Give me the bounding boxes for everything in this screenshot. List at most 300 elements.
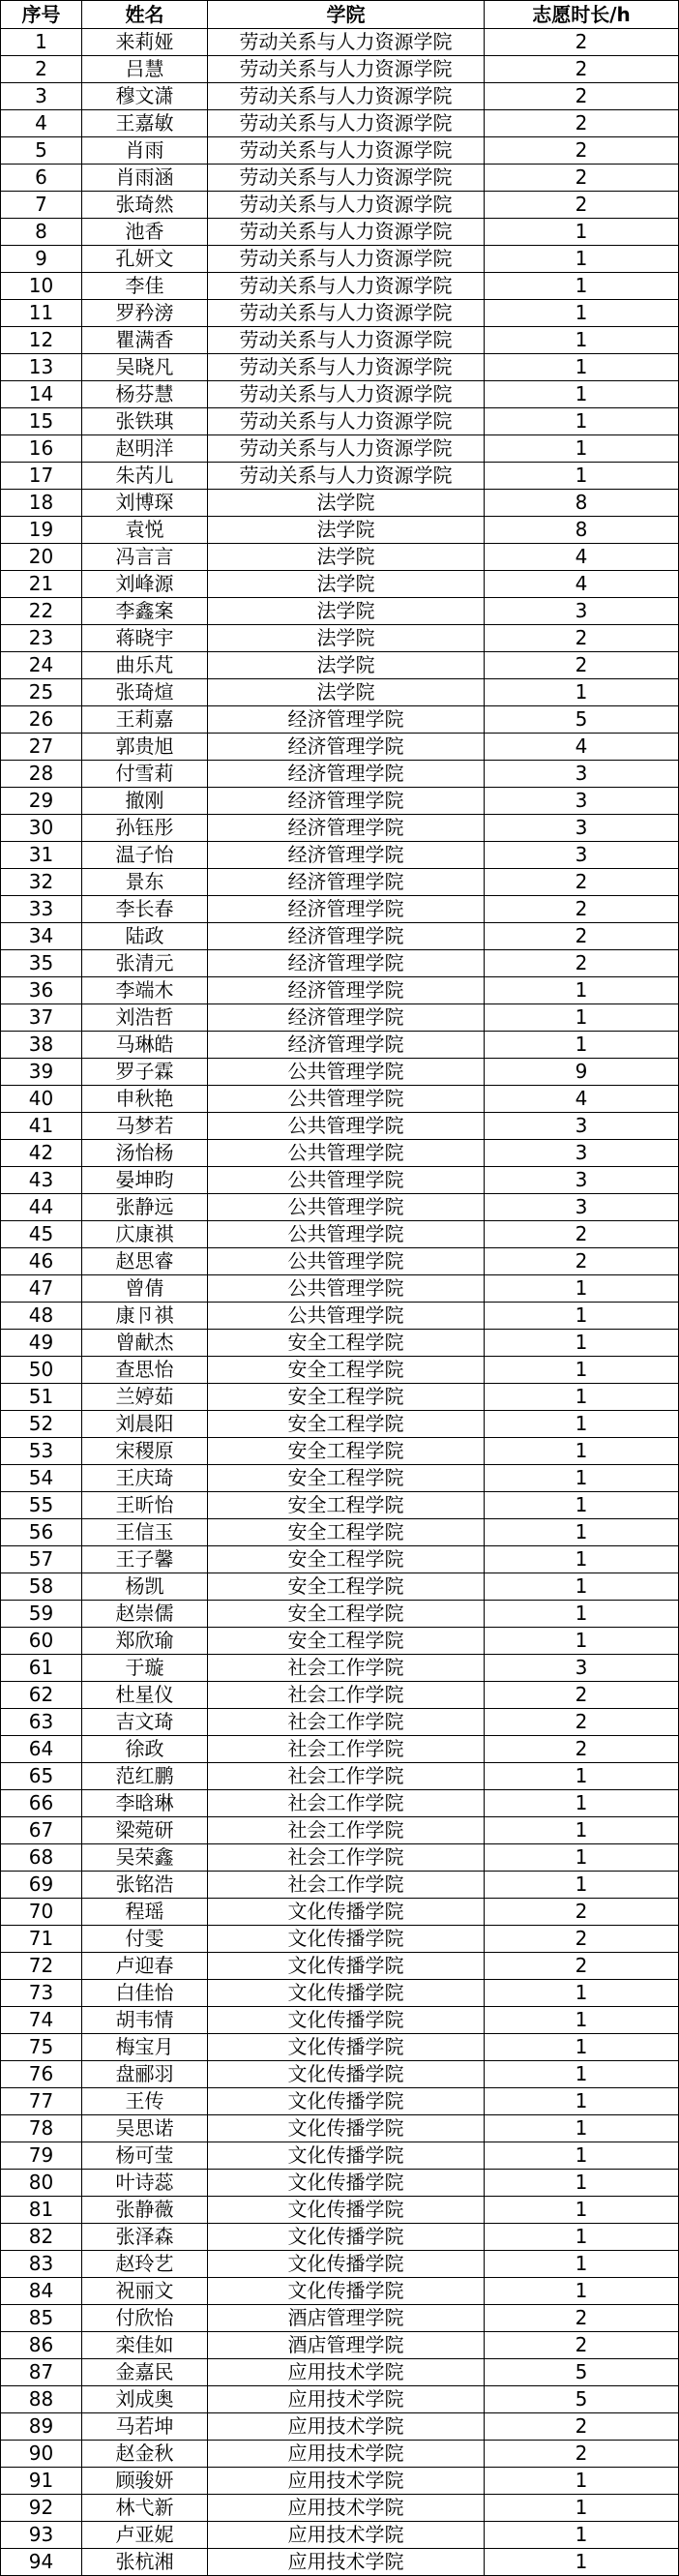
row-index: 49	[1, 1330, 82, 1357]
row-name: 张铭浩	[82, 1872, 208, 1899]
row-hours: 2	[485, 56, 679, 83]
row-hours: 3	[485, 788, 679, 815]
row-index: 3	[1, 83, 82, 110]
row-index: 56	[1, 1519, 82, 1546]
table-row	[1, 950, 679, 977]
row-index: 29	[1, 788, 82, 815]
row-hours: 9	[485, 1059, 679, 1086]
row-index: 21	[1, 571, 82, 598]
row-college: 应用技术学院	[208, 2495, 485, 2522]
row-index: 71	[1, 1926, 82, 1953]
row-college: 公共管理学院	[208, 1113, 485, 1140]
row-hours: 3	[485, 815, 679, 842]
row-name: 郑欣瑜	[82, 1628, 208, 1655]
row-hours: 4	[485, 571, 679, 598]
table-row	[1, 1465, 679, 1492]
row-index: 16	[1, 435, 82, 463]
row-college: 安全工程学院	[208, 1628, 485, 1655]
row-name: 温子怡	[82, 842, 208, 869]
table-row	[1, 1411, 679, 1438]
table-row	[1, 2413, 679, 2441]
table-row	[1, 544, 679, 571]
row-hours: 4	[485, 734, 679, 761]
row-hours: 1	[485, 1384, 679, 1411]
row-index: 84	[1, 2278, 82, 2305]
row-name: 付欣怡	[82, 2305, 208, 2332]
row-college: 经济管理学院	[208, 761, 485, 788]
row-hours: 3	[485, 1140, 679, 1167]
row-hours: 1	[485, 2007, 679, 2034]
table-row	[1, 246, 679, 273]
row-index: 91	[1, 2468, 82, 2495]
row-college: 公共管理学院	[208, 1194, 485, 1221]
row-college: 劳动关系与人力资源学院	[208, 327, 485, 354]
row-hours: 2	[485, 110, 679, 137]
table-row	[1, 2359, 679, 2386]
row-name: 刘晨阳	[82, 1411, 208, 1438]
row-index: 78	[1, 2115, 82, 2142]
row-hours: 2	[485, 625, 679, 652]
row-name: 赵明洋	[82, 435, 208, 463]
row-index: 58	[1, 1573, 82, 1601]
row-hours: 3	[485, 1113, 679, 1140]
row-index: 27	[1, 734, 82, 761]
table-row	[1, 1628, 679, 1655]
row-hours: 2	[485, 652, 679, 679]
row-college: 经济管理学院	[208, 734, 485, 761]
table-row	[1, 517, 679, 544]
row-college: 安全工程学院	[208, 1546, 485, 1573]
table-row	[1, 2224, 679, 2251]
row-name: 穆文潇	[82, 83, 208, 110]
row-name: 吴荣鑫	[82, 1844, 208, 1872]
row-college: 劳动关系与人力资源学院	[208, 56, 485, 83]
row-college: 社会工作学院	[208, 1817, 485, 1844]
row-hours: 1	[485, 1411, 679, 1438]
table-row	[1, 2197, 679, 2224]
row-hours: 2	[485, 137, 679, 165]
row-index: 36	[1, 977, 82, 1004]
row-hours: 1	[485, 1330, 679, 1357]
row-name: 卢亚妮	[82, 2522, 208, 2549]
row-hours: 2	[485, 165, 679, 192]
row-index: 19	[1, 517, 82, 544]
row-name: 卢迎春	[82, 1953, 208, 1980]
row-name: 马琳皓	[82, 1032, 208, 1059]
row-college: 劳动关系与人力资源学院	[208, 435, 485, 463]
table-body	[1, 29, 679, 2576]
table-row	[1, 2170, 679, 2197]
header-row	[1, 1, 679, 29]
row-college: 劳动关系与人力资源学院	[208, 192, 485, 219]
row-college: 公共管理学院	[208, 1221, 485, 1248]
row-name: 申秋艳	[82, 1086, 208, 1113]
table-row	[1, 2061, 679, 2088]
row-name: 梁菀研	[82, 1817, 208, 1844]
row-name: 张铁琪	[82, 408, 208, 435]
row-index: 10	[1, 273, 82, 300]
row-college: 劳动关系与人力资源学院	[208, 408, 485, 435]
row-hours: 2	[485, 192, 679, 219]
row-index: 15	[1, 408, 82, 435]
row-college: 公共管理学院	[208, 1275, 485, 1303]
row-hours: 1	[485, 1032, 679, 1059]
row-college: 社会工作学院	[208, 1709, 485, 1736]
row-index: 64	[1, 1736, 82, 1763]
row-name: 庂康祺	[82, 1221, 208, 1248]
row-college: 安全工程学院	[208, 1601, 485, 1628]
row-index: 26	[1, 706, 82, 734]
row-hours: 2	[485, 29, 679, 56]
table-row	[1, 1384, 679, 1411]
row-college: 文化传播学院	[208, 2034, 485, 2061]
row-college: 经济管理学院	[208, 896, 485, 923]
row-hours: 1	[485, 2197, 679, 2224]
row-index: 22	[1, 598, 82, 625]
row-hours: 2	[485, 2413, 679, 2441]
table-row	[1, 923, 679, 950]
row-name: 马梦若	[82, 1113, 208, 1140]
row-name: 李长春	[82, 896, 208, 923]
row-name: 罗子霖	[82, 1059, 208, 1086]
row-index: 53	[1, 1438, 82, 1465]
row-hours: 1	[485, 2251, 679, 2278]
row-college: 社会工作学院	[208, 1655, 485, 1682]
row-hours: 3	[485, 1655, 679, 1682]
row-name: 宋稷原	[82, 1438, 208, 1465]
row-college: 公共管理学院	[208, 1086, 485, 1113]
row-index: 33	[1, 896, 82, 923]
row-college: 文化传播学院	[208, 2197, 485, 2224]
table-row	[1, 571, 679, 598]
row-name: 张泽森	[82, 2224, 208, 2251]
row-college: 文化传播学院	[208, 2224, 485, 2251]
row-college: 法学院	[208, 517, 485, 544]
row-hours: 2	[485, 1682, 679, 1709]
row-name: 张静远	[82, 1194, 208, 1221]
row-name: 程瑶	[82, 1899, 208, 1926]
row-hours: 1	[485, 1465, 679, 1492]
row-hours: 1	[485, 1275, 679, 1303]
row-index: 14	[1, 381, 82, 408]
row-index: 40	[1, 1086, 82, 1113]
table-row	[1, 273, 679, 300]
row-index: 28	[1, 761, 82, 788]
row-index: 1	[1, 29, 82, 56]
row-index: 2	[1, 56, 82, 83]
row-hours: 1	[485, 354, 679, 381]
row-hours: 1	[485, 2034, 679, 2061]
row-hours: 1	[485, 1519, 679, 1546]
row-name: 林弋新	[82, 2495, 208, 2522]
row-index: 8	[1, 219, 82, 246]
row-hours: 2	[485, 2332, 679, 2359]
row-hours: 3	[485, 1167, 679, 1194]
row-name: 郭贵旭	[82, 734, 208, 761]
row-hours: 2	[485, 1926, 679, 1953]
row-name: 晏坤昀	[82, 1167, 208, 1194]
row-index: 68	[1, 1844, 82, 1872]
table-row	[1, 2088, 679, 2115]
table-row	[1, 2468, 679, 2495]
table-row	[1, 327, 679, 354]
row-index: 12	[1, 327, 82, 354]
row-hours: 1	[485, 2522, 679, 2549]
row-hours: 2	[485, 1736, 679, 1763]
row-college: 劳动关系与人力资源学院	[208, 29, 485, 56]
row-hours: 1	[485, 2088, 679, 2115]
row-name: 李鑫案	[82, 598, 208, 625]
row-college: 劳动关系与人力资源学院	[208, 463, 485, 490]
row-college: 文化传播学院	[208, 2170, 485, 2197]
row-college: 经济管理学院	[208, 869, 485, 896]
header-index: 序号	[1, 1, 82, 29]
row-hours: 3	[485, 842, 679, 869]
row-hours: 1	[485, 381, 679, 408]
row-college: 安全工程学院	[208, 1465, 485, 1492]
table-row	[1, 598, 679, 625]
row-hours: 1	[485, 2170, 679, 2197]
table-row	[1, 1763, 679, 1790]
row-college: 文化传播学院	[208, 2061, 485, 2088]
row-name: 叶诗蕊	[82, 2170, 208, 2197]
row-index: 55	[1, 1492, 82, 1519]
table-row	[1, 1167, 679, 1194]
row-index: 25	[1, 679, 82, 706]
row-index: 73	[1, 1980, 82, 2007]
row-hours: 2	[485, 1709, 679, 1736]
row-index: 23	[1, 625, 82, 652]
table-row	[1, 896, 679, 923]
table-row	[1, 1872, 679, 1899]
table-row	[1, 192, 679, 219]
table-row	[1, 1844, 679, 1872]
row-college: 文化传播学院	[208, 1899, 485, 1926]
row-index: 52	[1, 1411, 82, 1438]
row-college: 应用技术学院	[208, 2413, 485, 2441]
table-row	[1, 408, 679, 435]
table-row	[1, 1953, 679, 1980]
row-college: 应用技术学院	[208, 2468, 485, 2495]
row-name: 栾佳如	[82, 2332, 208, 2359]
row-name: 曾倩	[82, 1275, 208, 1303]
row-index: 72	[1, 1953, 82, 1980]
row-index: 67	[1, 1817, 82, 1844]
table-row	[1, 1140, 679, 1167]
row-college: 安全工程学院	[208, 1357, 485, 1384]
table-row	[1, 137, 679, 165]
row-index: 70	[1, 1899, 82, 1926]
row-index: 31	[1, 842, 82, 869]
row-college: 法学院	[208, 652, 485, 679]
table-row	[1, 56, 679, 83]
table-row	[1, 869, 679, 896]
row-index: 90	[1, 2441, 82, 2468]
row-college: 经济管理学院	[208, 923, 485, 950]
row-name: 张杭湘	[82, 2549, 208, 2576]
table-row	[1, 1655, 679, 1682]
row-hours: 2	[485, 1248, 679, 1275]
row-name: 赵金秋	[82, 2441, 208, 2468]
row-name: 付雯	[82, 1926, 208, 1953]
row-college: 劳动关系与人力资源学院	[208, 273, 485, 300]
row-hours: 1	[485, 327, 679, 354]
row-college: 经济管理学院	[208, 815, 485, 842]
row-hours: 1	[485, 1980, 679, 2007]
table-row	[1, 1004, 679, 1032]
table-row	[1, 2305, 679, 2332]
table-row	[1, 1573, 679, 1601]
table-row	[1, 1032, 679, 1059]
row-college: 安全工程学院	[208, 1330, 485, 1357]
table-row	[1, 1248, 679, 1275]
row-name: 王信玉	[82, 1519, 208, 1546]
row-name: 盘郦羽	[82, 2061, 208, 2088]
row-name: 刘峰源	[82, 571, 208, 598]
row-index: 24	[1, 652, 82, 679]
row-name: 张琦煊	[82, 679, 208, 706]
row-hours: 5	[485, 706, 679, 734]
row-hours: 1	[485, 977, 679, 1004]
row-index: 81	[1, 2197, 82, 2224]
table-row	[1, 83, 679, 110]
row-name: 刘成奥	[82, 2386, 208, 2413]
row-college: 安全工程学院	[208, 1492, 485, 1519]
table-row	[1, 2142, 679, 2170]
row-index: 83	[1, 2251, 82, 2278]
row-name: 汤怡杨	[82, 1140, 208, 1167]
row-name: 康卪祺	[82, 1303, 208, 1330]
row-index: 18	[1, 490, 82, 517]
row-index: 62	[1, 1682, 82, 1709]
row-name: 刘浩哲	[82, 1004, 208, 1032]
row-index: 32	[1, 869, 82, 896]
row-index: 85	[1, 2305, 82, 2332]
table-row	[1, 2278, 679, 2305]
table-row	[1, 977, 679, 1004]
row-hours: 1	[485, 1844, 679, 1872]
row-college: 劳动关系与人力资源学院	[208, 110, 485, 137]
row-index: 39	[1, 1059, 82, 1086]
row-index: 76	[1, 2061, 82, 2088]
row-name: 王昕怡	[82, 1492, 208, 1519]
row-index: 4	[1, 110, 82, 137]
table-row	[1, 1736, 679, 1763]
row-hours: 1	[485, 1303, 679, 1330]
row-name: 蒋晓宇	[82, 625, 208, 652]
table-row	[1, 734, 679, 761]
row-college: 文化传播学院	[208, 2088, 485, 2115]
row-name: 兰婷茹	[82, 1384, 208, 1411]
row-index: 35	[1, 950, 82, 977]
row-hours: 4	[485, 1086, 679, 1113]
row-name: 瞿满香	[82, 327, 208, 354]
row-name: 袁悦	[82, 517, 208, 544]
row-hours: 1	[485, 679, 679, 706]
table-row	[1, 29, 679, 56]
row-college: 安全工程学院	[208, 1411, 485, 1438]
row-hours: 4	[485, 544, 679, 571]
row-name: 刘博琛	[82, 490, 208, 517]
row-college: 应用技术学院	[208, 2522, 485, 2549]
row-college: 文化传播学院	[208, 1926, 485, 1953]
row-hours: 1	[485, 2495, 679, 2522]
row-hours: 3	[485, 761, 679, 788]
table-row	[1, 788, 679, 815]
row-name: 马若坤	[82, 2413, 208, 2441]
row-index: 13	[1, 354, 82, 381]
row-name: 王庆琦	[82, 1465, 208, 1492]
row-college: 公共管理学院	[208, 1167, 485, 1194]
row-hours: 1	[485, 2115, 679, 2142]
row-index: 79	[1, 2142, 82, 2170]
row-index: 89	[1, 2413, 82, 2441]
row-index: 59	[1, 1601, 82, 1628]
row-college: 文化传播学院	[208, 2007, 485, 2034]
row-college: 社会工作学院	[208, 1790, 485, 1817]
row-hours: 2	[485, 923, 679, 950]
table-row	[1, 2549, 679, 2576]
row-name: 杨可莹	[82, 2142, 208, 2170]
row-hours: 1	[485, 435, 679, 463]
table-row	[1, 300, 679, 327]
table-row	[1, 2495, 679, 2522]
row-name: 杜星仪	[82, 1682, 208, 1709]
table-row	[1, 679, 679, 706]
row-hours: 1	[485, 2224, 679, 2251]
row-college: 文化传播学院	[208, 2251, 485, 2278]
row-name: 顾骏妍	[82, 2468, 208, 2495]
row-hours: 1	[485, 1357, 679, 1384]
row-hours: 1	[485, 1492, 679, 1519]
row-college: 安全工程学院	[208, 1519, 485, 1546]
row-index: 9	[1, 246, 82, 273]
table-row	[1, 1980, 679, 2007]
row-index: 77	[1, 2088, 82, 2115]
row-index: 7	[1, 192, 82, 219]
table-row	[1, 165, 679, 192]
row-hours: 1	[485, 408, 679, 435]
row-hours: 2	[485, 1221, 679, 1248]
row-name: 朱芮儿	[82, 463, 208, 490]
header-name: 姓名	[82, 1, 208, 29]
row-college: 法学院	[208, 544, 485, 571]
row-index: 45	[1, 1221, 82, 1248]
row-college: 安全工程学院	[208, 1438, 485, 1465]
table-row	[1, 2386, 679, 2413]
row-name: 孙钰彤	[82, 815, 208, 842]
table-row	[1, 1601, 679, 1628]
table-row	[1, 1113, 679, 1140]
row-name: 曲乐芃	[82, 652, 208, 679]
row-hours: 1	[485, 1546, 679, 1573]
table-row	[1, 815, 679, 842]
row-college: 法学院	[208, 571, 485, 598]
row-index: 63	[1, 1709, 82, 1736]
row-name: 池香	[82, 219, 208, 246]
row-name: 李端木	[82, 977, 208, 1004]
row-index: 44	[1, 1194, 82, 1221]
row-index: 69	[1, 1872, 82, 1899]
table-row	[1, 1709, 679, 1736]
row-name: 王嘉敏	[82, 110, 208, 137]
row-college: 社会工作学院	[208, 1872, 485, 1899]
row-index: 92	[1, 2495, 82, 2522]
row-hours: 5	[485, 2359, 679, 2386]
row-college: 文化传播学院	[208, 1953, 485, 1980]
row-name: 王莉嘉	[82, 706, 208, 734]
row-name: 曾献杰	[82, 1330, 208, 1357]
